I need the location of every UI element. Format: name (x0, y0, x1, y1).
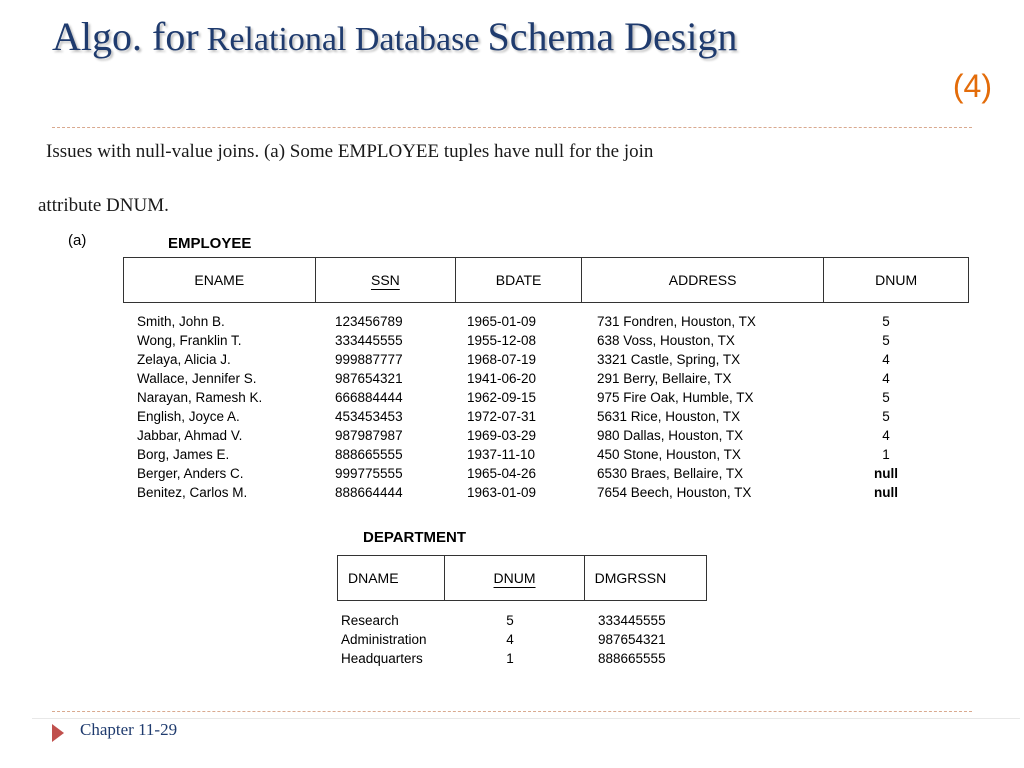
employee-cell-ssn: 999775555 (335, 466, 403, 481)
employee-cell-ssn: 987987987 (335, 428, 403, 443)
employee-cell-bdate: 1972-07-31 (467, 409, 537, 424)
employee-cell-dnum: null (874, 466, 898, 481)
description-line-1: Issues with null-value joins. (a) Some EMPLOYEE tuples have null for the join (46, 141, 654, 162)
employee-cell-ssn: 453453453 (335, 409, 403, 424)
employee-cell-dnum: 5 (882, 314, 890, 329)
department-header-label: DMGRSSN (594, 570, 667, 586)
employee-row (123, 369, 969, 388)
figure-label: (a) (68, 232, 87, 249)
employee-header-label: ENAME (194, 272, 245, 288)
employee-cell-ssn: 888664444 (335, 485, 403, 500)
employee-cell-ename: Jabbar, Ahmad V. (137, 428, 243, 443)
employee-header-label: ADDRESS (668, 272, 737, 288)
employee-cell-ename: English, Joyce A. (137, 409, 240, 424)
employee-cell-address: 450 Stone, Houston, TX (597, 447, 741, 462)
employee-row (123, 388, 969, 407)
title-part-1: Algo. for (52, 14, 199, 59)
title-part-3: Schema Design (487, 14, 738, 59)
department-cell-dmgrssn: 888665555 (598, 651, 666, 666)
employee-cell-address: 975 Fire Oak, Humble, TX (597, 390, 754, 405)
employee-cell-bdate: 1963-01-09 (467, 485, 537, 500)
employee-cell-address: 731 Fondren, Houston, TX (597, 314, 756, 329)
employee-header-label: SSN (370, 272, 400, 288)
department-header-row (337, 555, 707, 601)
employee-cell-bdate: 1937-11-10 (467, 447, 536, 462)
department-cell-dnum: 1 (506, 651, 514, 666)
employee-cell-dnum: null (874, 485, 898, 500)
employee-cell-dnum: 4 (882, 371, 890, 386)
employee-cell-ssn: 888665555 (335, 447, 403, 462)
employee-cell-ename: Smith, John B. (137, 314, 225, 329)
footer-arrow-icon (52, 724, 64, 742)
employee-header-bdate (456, 258, 582, 302)
employee-cell-ename: Wong, Franklin T. (137, 333, 242, 348)
employee-table-name: EMPLOYEE (168, 235, 252, 252)
employee-header-address (582, 258, 824, 302)
employee-row (123, 445, 969, 464)
employee-cell-dnum: 4 (882, 352, 890, 367)
employee-cell-ssn: 987654321 (335, 371, 403, 386)
employee-cell-ename: Narayan, Ramesh K. (137, 390, 263, 405)
department-header-dname (338, 556, 445, 600)
department-cell-dname: Administration (341, 632, 427, 647)
department-row (337, 649, 707, 668)
employee-row (123, 426, 969, 445)
department-cell-dmgrssn: 333445555 (598, 613, 666, 628)
employee-row (123, 350, 969, 369)
employee-cell-bdate: 1955-12-08 (467, 333, 537, 348)
employee-cell-ssn: 666884444 (335, 390, 403, 405)
employee-cell-address: 980 Dallas, Houston, TX (597, 428, 744, 443)
employee-cell-address: 6530 Braes, Bellaire, TX (597, 466, 744, 481)
employee-row (123, 331, 969, 350)
department-table-name: DEPARTMENT (363, 529, 467, 546)
employee-cell-ename: Berger, Anders C. (137, 466, 244, 481)
employee-header-label: DNUM (875, 272, 918, 288)
employee-cell-bdate: 1968-07-19 (467, 352, 537, 367)
employee-cell-dnum: 1 (882, 447, 890, 462)
department-cell-dmgrssn: 987654321 (598, 632, 666, 647)
employee-cell-ename: Benitez, Carlos M. (137, 485, 248, 500)
employee-row (123, 483, 969, 502)
department-cell-dname: Headquarters (341, 651, 423, 666)
department-header-label: DNAME (348, 570, 399, 586)
employee-header-ename (124, 258, 316, 302)
employee-cell-address: 638 Voss, Houston, TX (597, 333, 735, 348)
department-cell-dnum: 4 (506, 632, 514, 647)
employee-cell-dnum: 5 (882, 390, 890, 405)
employee-header-row (123, 257, 969, 303)
employee-cell-ename: Borg, James E. (137, 447, 230, 462)
department-cell-dnum: 5 (506, 613, 514, 628)
employee-cell-bdate: 1965-01-09 (467, 314, 537, 329)
employee-rows (123, 312, 969, 502)
employee-cell-ssn: 123456789 (335, 314, 403, 329)
department-cell-dname: Research (341, 613, 399, 628)
department-header-dnum (445, 556, 584, 600)
employee-cell-bdate: 1965-04-26 (467, 466, 537, 481)
title-number: (4) (952, 68, 992, 104)
employee-cell-ename: Wallace, Jennifer S. (137, 371, 257, 386)
department-header-dmgrssn (585, 556, 706, 600)
employee-cell-address: 291 Berry, Bellaire, TX (597, 371, 732, 386)
department-header-label: DNUM (493, 570, 536, 586)
footer-chapter: Chapter 11-29 (80, 720, 178, 739)
employee-cell-address: 5631 Rice, Houston, TX (597, 409, 741, 424)
bottom-divider (52, 711, 972, 712)
employee-cell-dnum: 5 (882, 409, 890, 424)
employee-row (123, 312, 969, 331)
employee-header-dnum (824, 258, 968, 302)
slide-title (52, 8, 1002, 69)
employee-cell-ssn: 999887777 (335, 352, 403, 367)
employee-cell-bdate: 1941-06-20 (467, 371, 537, 386)
employee-cell-ssn: 333445555 (335, 333, 403, 348)
employee-cell-dnum: 4 (882, 428, 890, 443)
department-rows (337, 611, 707, 668)
department-row (337, 630, 707, 649)
description-line-2: attribute DNUM. (38, 195, 169, 216)
employee-cell-bdate: 1962-09-15 (467, 390, 537, 405)
employee-row (123, 464, 969, 483)
footer-line (32, 718, 1020, 719)
department-row (337, 611, 707, 630)
top-divider (52, 127, 972, 128)
employee-header-label: BDATE (495, 272, 542, 288)
employee-row (123, 407, 969, 426)
employee-cell-address: 7654 Beech, Houston, TX (597, 485, 752, 500)
employee-header-ssn (316, 258, 457, 302)
employee-cell-address: 3321 Castle, Spring, TX (597, 352, 741, 367)
employee-cell-ename: Zelaya, Alicia J. (137, 352, 231, 367)
employee-cell-dnum: 5 (882, 333, 890, 348)
title-part-2: Relational Database (206, 21, 480, 58)
employee-cell-bdate: 1969-03-29 (467, 428, 537, 443)
